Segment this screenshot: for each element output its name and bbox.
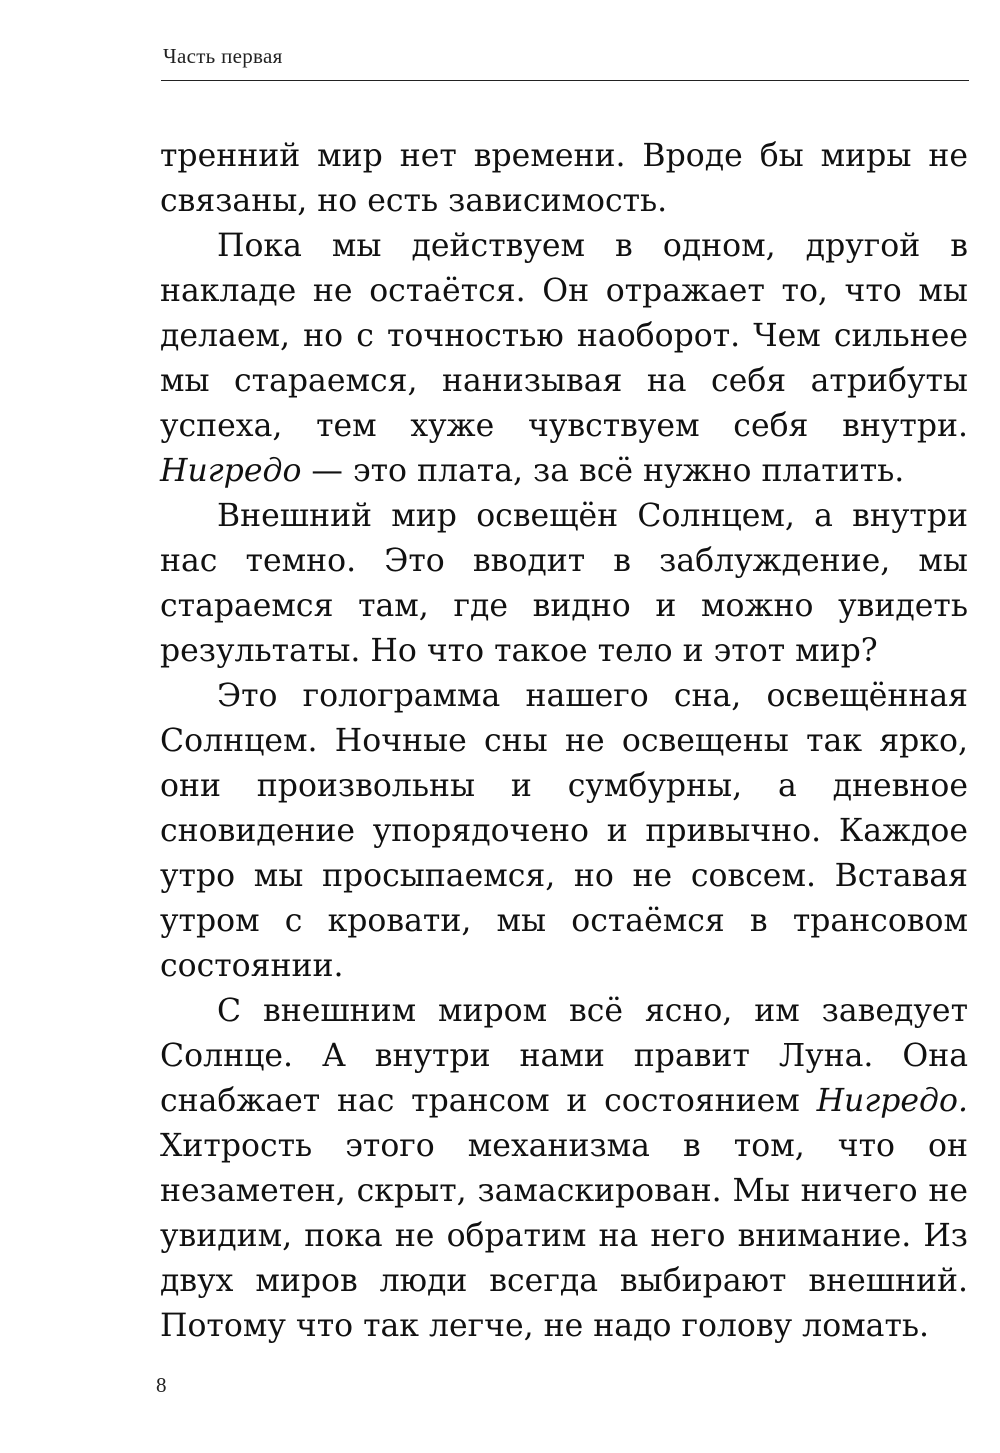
paragraph-2-text: Пока мы действуем в одном, другой в накладе не остаётся. Он отражает то, что мы делаем, но с точностью наоборот. Чем сильнее мы стараемся, нанизывая на себя атрибуты успеха, тем хуже чувствуем себя внутри. — [160, 228, 968, 444]
paragraph-5-text-end: Хитрость этого механизма в том, что он незаметен, скрыт, замаскирован. Мы ничего не увидим, пока не обратим на него внимание. Из двух миров люди всегда выбирают внешний. Потому что так легче, не надо голову ломать. — [160, 1128, 968, 1344]
body-text — [160, 134, 968, 1349]
paragraph-5 — [160, 989, 968, 1349]
paragraph-2 — [160, 224, 968, 494]
paragraph-2-italic-term: Нигредо — [160, 453, 302, 489]
running-head: Часть первая — [163, 44, 283, 68]
header-rule — [161, 80, 969, 81]
paragraph-5-text: С внешним миром всё ясно, им заведует Солнце. А внутри нами правит Луна. Она снабжает нас трансом и состоянием — [160, 993, 968, 1119]
paragraph-1 — [160, 134, 968, 224]
paragraph-2-text-end: — это плата, за всё нужно платить. — [301, 453, 905, 489]
paragraph-5-italic-term: Нигредо. — [816, 1083, 968, 1119]
paragraph-4-text: Это голограмма нашего сна, освещённая Солнцем. Ночные сны не освещены так ярко, они произвольны и сумбурны, а дневное сновидение упорядочено и привычно. Каждое утро мы просыпаемся, но не совсем. Вставая утром с кровати, мы остаёмся в трансовом состоянии. — [160, 678, 968, 984]
page-number: 8 — [156, 1373, 167, 1397]
paragraph-4 — [160, 674, 968, 989]
paragraph-1-text: тренний мир нет времени. Вроде бы миры не связаны, но есть зависимость. — [160, 138, 968, 219]
paragraph-3-text: Внешний мир освещён Солнцем, а внутри нас темно. Это вводит в заблуждение, мы стараемся там, где видно и можно увидеть результаты. Но что такое тело и этот мир? — [160, 498, 968, 669]
paragraph-3 — [160, 494, 968, 674]
